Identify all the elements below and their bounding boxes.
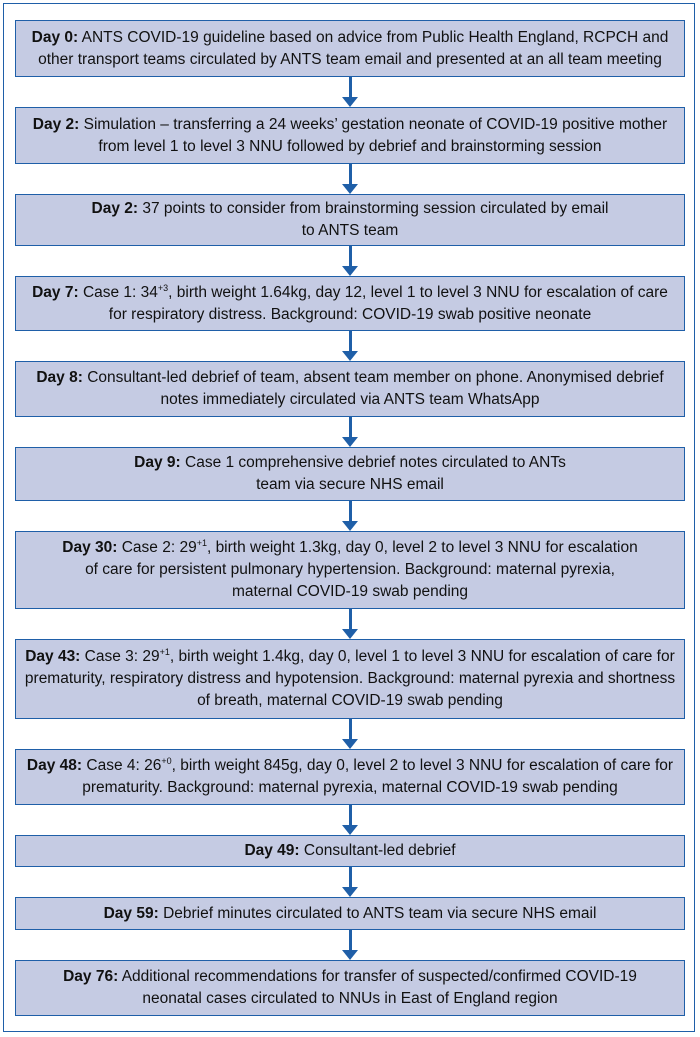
step-day-8 bbox=[15, 361, 685, 417]
flow-arrow bbox=[342, 164, 358, 194]
step-content bbox=[56, 537, 644, 602]
step-day-59 bbox=[15, 897, 685, 930]
flow-arrow bbox=[342, 331, 358, 361]
step-content bbox=[22, 27, 678, 70]
step-day-7 bbox=[15, 276, 685, 331]
step-text-continued: , birth weight 1.3kg, day 0, level 2 to level 3 NNU for escalation of care for persistent pulmonary hypertension. Background: maternal pyrexia, maternal COVID-19 swab pending bbox=[85, 539, 638, 600]
step-text: Case 1 comprehensive debrief notes circulated to ANTs team via secure NHS email bbox=[185, 454, 566, 493]
step-text: ANTS COVID-19 guideline based on advice from Public Health England, RCPCH and other transport teams circulated by ANTS team email and presented at an all team meeting bbox=[38, 28, 669, 68]
step-day-2-points bbox=[15, 194, 685, 246]
step-content bbox=[104, 903, 597, 925]
step-content bbox=[22, 282, 678, 325]
step-day-label: Day 48: bbox=[26, 757, 83, 775]
step-day-label: Day 30: bbox=[62, 539, 118, 557]
step-text: Debrief minutes circulated to ANTS team via secure NHS email bbox=[163, 904, 597, 922]
gestation-superscript: +0 bbox=[161, 756, 172, 767]
step-day-49 bbox=[15, 835, 685, 867]
step-text-continued: , birth weight 1.64kg, day 12, level 1 to level 3 NNU for escalation of care for respiratory distress. Background: COVID-19 swab positive neonate bbox=[108, 283, 668, 323]
flow-arrow bbox=[342, 246, 358, 276]
step-day-43 bbox=[15, 639, 685, 719]
gestation-superscript: +1 bbox=[159, 647, 170, 658]
step-day-0 bbox=[15, 20, 685, 77]
step-content bbox=[116, 452, 584, 495]
flow-arrow bbox=[342, 930, 358, 960]
step-content bbox=[86, 198, 614, 241]
gestation-superscript: +1 bbox=[196, 538, 207, 549]
step-content bbox=[22, 367, 678, 410]
step-day-label: Day 0: bbox=[31, 28, 79, 46]
step-text: Consultant-led debrief bbox=[303, 842, 456, 860]
step-text: Case 1: 34 bbox=[82, 283, 158, 301]
flow-arrow bbox=[342, 867, 358, 897]
step-day-76 bbox=[15, 960, 685, 1016]
step-text: Case 2: 29 bbox=[121, 539, 197, 557]
step-day-48 bbox=[15, 749, 685, 805]
step-day-30 bbox=[15, 531, 685, 609]
step-content bbox=[22, 646, 678, 711]
step-day-label: Day 59: bbox=[103, 904, 159, 922]
step-day-label: Day 2: bbox=[32, 115, 80, 133]
step-content bbox=[46, 966, 654, 1009]
step-day-label: Day 9: bbox=[134, 454, 181, 472]
step-text: Consultant-led debrief of team, absent team member on phone. Anonymised debrief notes immediately circulated via ANTS team WhatsApp bbox=[87, 369, 664, 408]
flow-arrow bbox=[342, 77, 358, 107]
step-content bbox=[244, 840, 455, 862]
flow-arrow bbox=[342, 609, 358, 639]
step-text-continued: , birth weight 1.4kg, day 0, level 1 to level 3 NNU for escalation of care for prematurity, respiratory distress and hypotension. Background: maternal pyrexia and shortness of breath, maternal COVID-19 swab pending bbox=[24, 648, 676, 709]
flow-arrow bbox=[342, 417, 358, 447]
step-day-label: Day 8: bbox=[36, 369, 83, 387]
step-text: Case 4: 26 bbox=[86, 757, 162, 775]
step-content bbox=[22, 755, 678, 798]
step-day-label: Day 7: bbox=[32, 283, 79, 301]
step-day-label: Day 49: bbox=[244, 842, 300, 860]
step-day-2-simulation bbox=[15, 107, 685, 164]
step-day-9 bbox=[15, 447, 685, 501]
flow-arrow bbox=[342, 719, 358, 749]
flow-arrow bbox=[342, 501, 358, 531]
step-text: 37 points to consider from brainstorming session circulated by email to ANTS team bbox=[142, 200, 609, 239]
flow-arrow bbox=[342, 805, 358, 835]
step-day-label: Day 43: bbox=[25, 648, 81, 666]
step-day-label: Day 76: bbox=[63, 968, 119, 986]
gestation-superscript: +3 bbox=[157, 282, 169, 293]
step-content bbox=[22, 114, 678, 157]
step-text: Case 3: 29 bbox=[84, 648, 160, 666]
step-day-label: Day 2: bbox=[91, 200, 139, 218]
step-text-continued: , birth weight 845g, day 0, level 2 to level 3 NNU for escalation of care for prematurity. Background: maternal pyrexia, maternal COVID-19 swab pending bbox=[82, 757, 674, 796]
step-text: Additional recommendations for transfer of suspected/confirmed COVID-19 neonatal cases circulated to NNUs in East of England region bbox=[121, 968, 637, 1007]
step-text: Simulation – transferring a 24 weeks’ gestation neonate of COVID-19 positive mother from level 1 to level 3 NNU followed by debrief and brainstorming session bbox=[83, 115, 668, 155]
